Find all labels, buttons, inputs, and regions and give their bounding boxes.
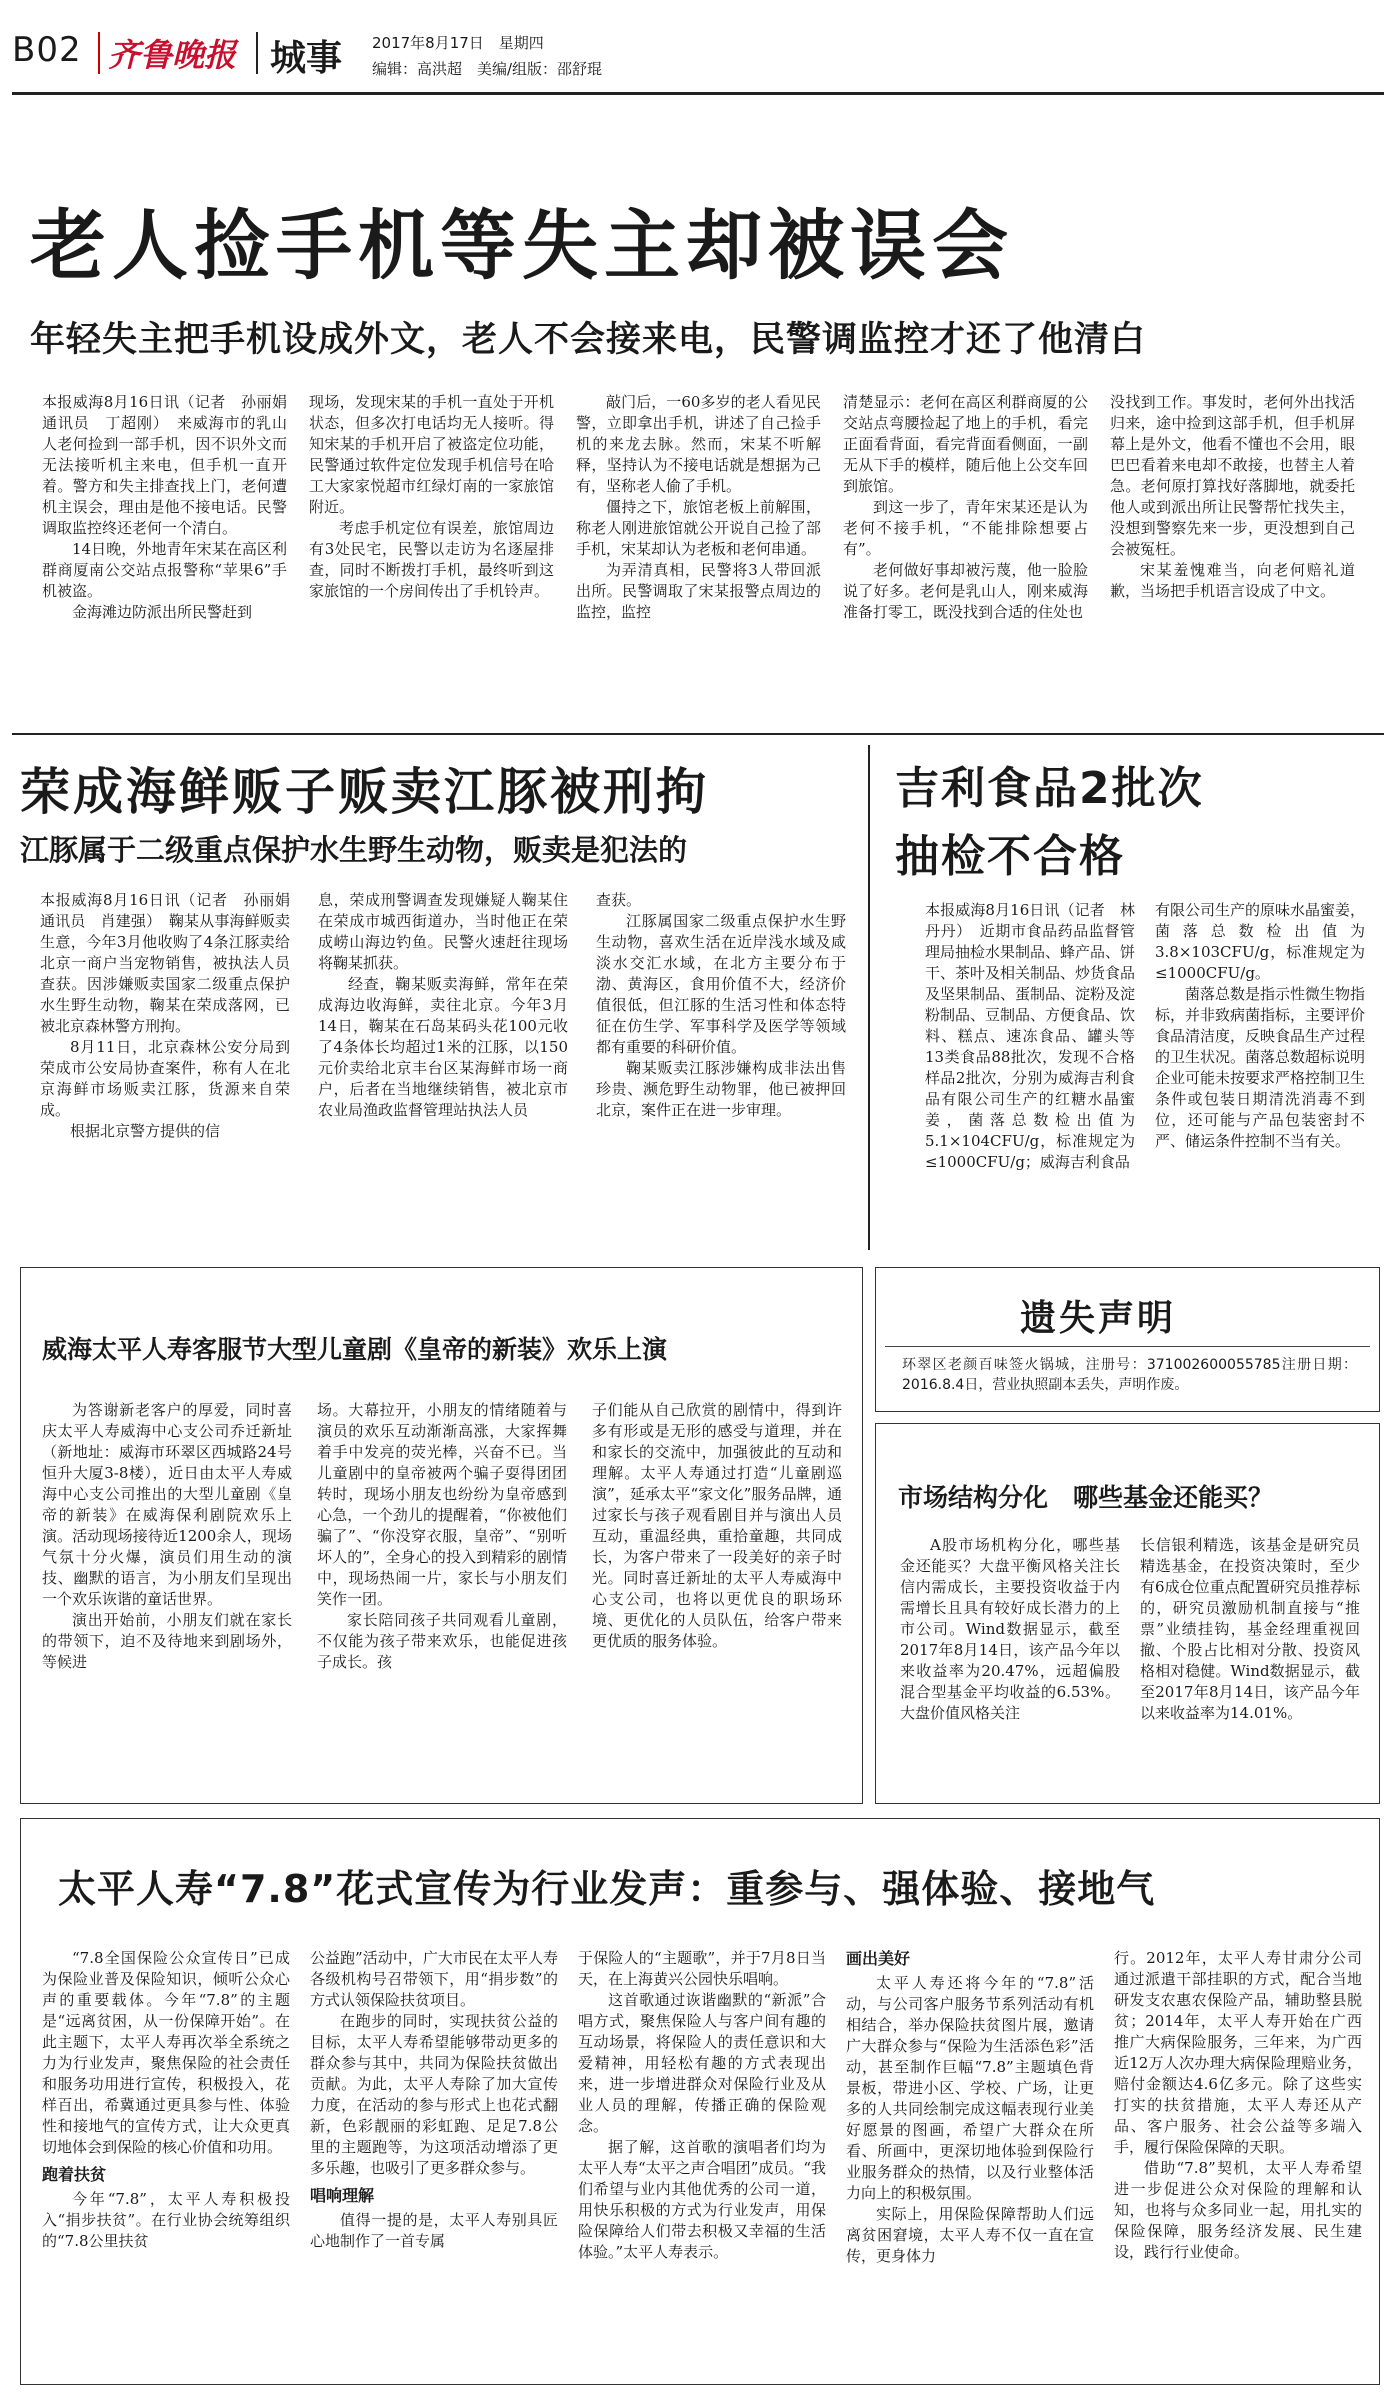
story3-para: 有限公司生产的原味水晶蜜姜，菌落总数检出值为3.8×103CFU/g，标准规定为≤1000CFU/g。 [1155,901,1366,982]
story5-col-2 [1140,1535,1360,1724]
story6-para: 今年“7.8”，太平人寿积极投入“捐步扶贫”。在行业协会统筹组织的“7.8公里扶贫 [42,2190,290,2250]
story1-col-1 [42,392,303,623]
story4-para: 场。大幕拉开，小朋友的情绪随着与演员的欢乐互动渐渐高涨，大家挥舞着手中发亮的荧光棒，兴奋不已。当儿童剧中的皇帝被两个骗子耍得团团转时，现场小朋友也纷纷为皇帝感到心急，一个劲儿的提醒着，“你被他们骗了”、“你没穿衣服，皇帝”、“别听坏人的”，全身心的投入到精彩的剧情中，现场热闹一片，家长与小朋友们笑作一团。 [317,1401,567,1608]
story5-body [900,1535,1370,1797]
story2-para: 鞠某贩卖江豚涉嫌构成非法出售珍贵、濒危野生动物罪，他已被押回北京，案件正在进一步审理。 [596,1059,846,1119]
story1-para: 现场，发现宋某的手机一直处于开机状态，但多次打电话均无人接听。得知宋某的手机开启了被盗定位功能，民警通过软件定位发现手机信号在哈工大家家悦超市红绿灯南的一家旅馆附近。 [309,393,554,516]
issue-date: 2017年8月17日 星期四 [372,34,544,52]
section-rule [12,733,1384,735]
story1-para: 敲门后，一60多岁的老人看见民警，立即拿出手机，讲述了自己捡手机的来龙去脉。然而，宋某不听解释，坚持认为不接电话就是想据为己有，坚称老人偷了手机。 [576,393,821,495]
story1-para: 宋某羞愧难当，向老何赔礼道歉，当场把手机语言设成了中文。 [1110,561,1355,600]
page-number: B02 [12,30,82,70]
story3-col-1 [925,900,1135,1173]
story2-para: 江豚属国家二级重点保护水生野生动物，喜欢生活在近岸浅水域及咸淡水交汇水域，在北方主要分布于渤、黄海区，食用价值不大，经济价值很低，但江豚的生活习性和体态特征在仿生学、军事科学及医学等领域都有重要的科研价值。 [596,912,846,1056]
story1-col-5 [1110,392,1355,602]
notice-headline: 遗失声明 [1020,1298,1177,1339]
story2-para: 根据北京警方提供的信 [70,1122,221,1140]
story1-para: 为弄清真相，民警将3人带回派出所。民警调取了宋某报警点周边的监控，监控 [576,561,821,621]
story6-col-2 [310,1948,558,2252]
story1-body [42,392,1372,722]
editors-credit: 编辑：高洪超 美编/组版：邵舒琨 [372,60,603,78]
story1-col-4 [843,392,1088,623]
story1-col-2 [309,392,554,602]
story6-section-heading: 跑着扶贫 [42,2165,107,2184]
story4-para: 为答谢新老客户的厚爱，同时喜庆太平人寿威海中心支公司乔迁新址（新地址：威海市环翠区西城路24号恒升大厦3-8楼），近日由太平人寿威海中心支公司推出的大型儿童剧《皇帝的新装》在威海保利剧院欢乐上演。活动现场接待近1200余人，现场气氛十分火爆，演员们用生动的演技、幽默的语言，为小朋友们呈现出一个欢乐诙谐的童话世界。 [42,1401,292,1608]
story3-col-2 [1155,900,1365,1152]
story1-para: 清楚显示：老何在高区利群商厦的公交站点弯腰捡起了地上的手机，看完正面看背面，看完背面看侧面，一副无从下手的模样，随后他上公交车回到旅馆。 [843,393,1088,495]
story2-headline: 荣成海鲜贩子贩卖江豚被刑拘 [20,763,709,821]
masthead [0,0,1395,95]
story1-para: 老何做好事却被污蔑，他一脸脸说了好多。老何是乳山人，刚来威海准备打零工，既没找到合适的住处也 [843,561,1088,621]
story4-col-1 [42,1400,292,1673]
notice-text: 环翠区老颜百味签火锅城，注册号：371002600055785注册日期：2016.8.4日，营业执照副本丢失，声明作废。 [902,1357,1357,1393]
story4-col-3 [592,1400,842,1652]
story6-para: 借助“7.8”契机，太平人寿希望进一步促进公众对保险的理解和认知，也将与众多同业一起，用扎实的保险保障，服务经济发展、民生建设，践行行业使命。 [1114,2159,1362,2261]
story6-para: 于保险人的“主题歌”，并于7月8日当天，在上海黄兴公园快乐唱响。 [578,1949,826,1988]
story4-para: 子们能从自己欣赏的剧情中，得到许多有形或是无形的感受与道理，并在和家长的交流中，加强彼此的互动和理解。太平人寿通过打造“儿童剧巡演”，延承太平“家文化”服务品牌，通过家长与孩子观看剧目并与演出人员互动，重温经典，重拾童趣，共同成长，为客户带来了一段美好的亲子时光。同时喜迁新址的太平人寿威海中心支公司，也将以更优良的职场环境、更优化的人员队伍，给客户带来更优质的服务体验。 [592,1401,842,1650]
masthead-divider [98,32,100,74]
story6-para: 实际上，用保险保障帮助人们远离贫困窘境，太平人寿不仅一直在宣传，更身体力 [846,2205,1094,2265]
story1-para: 到这一步了，青年宋某还是认为老何不接手机，“不能排除想要占有”。 [843,498,1088,558]
story1-col-3 [576,392,821,623]
story3-body [925,900,1375,1250]
story6-para: 行。2012年，太平人寿甘肃分公司通过派遣干部挂职的方式，配合当地研发支农惠农保险产品，辅助整县脱贫；2014年，太平人寿开始在广西推广大病保险服务，三年来，为广西近12万人次办理大病保险理赔业务，赔付金额达4.6亿多元。除了这些实打实的扶贫措施，太平人寿还从产品、客户服务、社会公益等多端入手，履行保险保障的天职。 [1114,1949,1362,2156]
story4-para: 家长陪同孩子共同观看儿童剧，不仅能为孩子带来欢乐，也能促进孩子成长。孩 [317,1611,567,1671]
story5-col-1 [900,1535,1120,1724]
column-divider [868,745,870,1250]
story6-body [42,1948,1367,2378]
story1-subhead: 年轻失主把手机设成外文，老人不会接来电，民警调监控才还了他清白 [30,320,1147,360]
section-name: 城事 [270,38,343,79]
story2-para: 息，荣成刑警调查发现嫌疑人鞠某住在荣成市城西街道办，当时他正在荣成崂山海边钓鱼。民警火速赶往现场将鞠某抓获。 [318,891,568,972]
story3-headline-line1: 吉利食品2批次 [895,763,1204,814]
story5-para: 长信银利精选，该基金是研究员精选基金，在投资决策时，至少有6成仓位重点配置研究员推荐标的，研究员激励机制直接与“推票”业绩挂钩，基金经理重视回撤、个股占比相对分散、投资风格相对稳健。Wind数据显示，截至2017年8月14日，该产品今年以来收益率为14.01%。 [1140,1536,1360,1722]
story2-para: 经查，鞠某贩卖海鲜，常年在荣成海边收海鲜，卖往北京。今年3月14日，鞠某在石岛某码头花100元收了4条体长均超过1米的江豚，以150元价卖给北京丰台区某海鲜市场一商户，后者在当地继续销售，被北京市农业局渔政监督管理站执法人员 [318,975,568,1119]
story6-col-3 [578,1948,826,2263]
story6-section-heading: 画出美好 [846,1949,911,1968]
masthead-divider [256,32,258,74]
story6-para: 太平人寿还将今年的“7.8”活动，与公司客户服务节系列活动有机相结合，举办保险扶贫图片展，邀请广大群众参与“保险为生活添色彩”活动，甚至制作巨幅“7.8”主题填色背景板，带进小区、学校、广场，让更多的人共同绘制完成这幅表现行业美好愿景的图画，希望广大群众在所看、所画中，更深切地体验到保险行业服务群众的热情，以及行业整体活力向上的积极氛围。 [846,1974,1094,2202]
story6-col-4 [846,1948,1094,2267]
story2-para: 查获。 [596,891,642,909]
story6-para: 值得一提的是，太平人寿别具匠心地制作了一首专属 [310,2211,558,2250]
story3-headline-line2: 抽检不合格 [895,831,1125,882]
story5-para: A股市场机构分化，哪些基金还能买？大盘平衡风格关注长信内需成长，主要投资收益于内需增长且具有较好成长潜力的上市公司。Wind数据显示，截至2017年8月14日，该产品今年以来收益率为20.47%，远超偏股混合型基金平均收益的6.53%。大盘价值风格关注 [900,1536,1120,1722]
story4-headline: 威海太平人寿客服节大型儿童剧《皇帝的新装》欢乐上演 [42,1335,668,1364]
story4-col-2 [317,1400,567,1673]
story3-para: 本报威海8月16日讯（记者 林丹丹） 近期市食品药品监督管理局抽检水果制品、蜂产品、饼干、茶叶及相关制品、炒货食品及坚果制品、蛋制品、淀粉及淀粉制品、豆制品、方便食品、饮料、糕点、速冻食品、罐头等13类食品88批次，发现不合格样品2批次，分别为威海吉利食品有限公司生产的红糖水晶蜜姜，菌落总数检出值为5.1×104CFU/g，标准规定为≤1000CFU/g；威海吉利食品 [925,901,1136,1171]
masthead-rule [12,92,1384,95]
story1-para: 14日晚，外地青年宋某在高区利群商厦南公交站点报警称“苹果6”手机被盗。 [42,540,287,600]
paper-logo: 齐鲁晚报 [108,36,237,74]
story1-para: 考虑手机定位有误差，旅馆周边有3处民宅，民警以走访为名逐屋排查，同时不断拨打手机，最终听到这家旅馆的一个房间传出了手机铃声。 [309,519,554,600]
story6-para: 这首歌通过诙谐幽默的“新派”合唱方式，聚焦保险人与客户间有趣的互动场景，将保险人的责任意识和大爱精神，用轻松有趣的方式表现出来，进一步增进群众对保险行业及从业人员的理解，传播正确的保险观念。 [578,1991,826,2135]
story2-col-3 [596,890,846,1121]
story1-para: 没找到工作。事发时，老何外出找活归来，途中捡到这部手机，但手机屏幕上是外文，他看不懂也不会用，眼巴巴看着来电却不敢接，也替主人着急。老何原打算找好落脚地，就委托他人或到派出所让民警帮忙找失主，没想到警察先来一步，更没想到自己会被冤枉。 [1110,393,1355,558]
story6-section-heading: 唱响理解 [310,2186,375,2205]
story2-para: 本报威海8月16日讯（记者 孙丽娟 通讯员 肖建强） 鞠某从事海鲜贩卖生意，今年3月他收购了4条江豚卖给北京一商户当宠物销售，被执法人员查获。因涉嫌贩卖国家二级重点保护水生野生动物，鞠某在荣成落网，已被北京森林警方刑拘。 [40,891,306,1035]
story6-col-1 [42,1948,290,2252]
story2-subhead: 江豚属于二级重点保护水生野生动物，贩卖是犯法的 [20,833,688,867]
story5-headline: 市场结构分化 哪些基金还能买？ [898,1483,1274,1512]
story2-body [40,890,850,1250]
story6-col-5 [1114,1948,1362,2263]
story1-headline: 老人捡手机等失主却被误会 [30,201,1014,290]
story3-para: 菌落总数是指示性微生物指标，并非致病菌指标，主要评价食品清洁度，反映食品生产过程的卫生状况。菌落总数超标说明企业可能未按要求严格控制卫生条件或包装日期清洗消毒不到位，还可能与产品包装密封不严、储运条件控制不当有关。 [1155,985,1366,1150]
story6-para: 据了解，这首歌的演唱者们均为太平人寿“太平之声合唱团”成员。“我们希望与业内其他优秀的公司一道，用快乐积极的方式为行业发声，用保险保障给人们带去积极又幸福的生活体验。”太平人寿表示。 [578,2138,827,2261]
story4-body [42,1400,847,1795]
story1-para: 僵持之下，旅馆老板上前解围，称老人刚进旅馆就公开说自己捡了部手机，宋某却认为老板和老何串通。 [576,498,821,558]
story6-headline: 太平人寿“7.8”花式宣传为行业发声：重参与、强体验、接地气 [58,1867,1156,1911]
story2-col-2 [318,890,568,1121]
story2-col-1 [40,890,306,1142]
notice-rule [885,1346,1370,1347]
story1-para: 本报威海8月16日讯（记者 孙丽娟 通讯员 丁超刚） 来威海市的乳山人老何捡到一部手机，因不识外文而无法接听机主来电，但手机一直开着。警方和失主排查找上门，老何遭机主误会，理由是他不接电话。民警调取监控终还老何一个清白。 [42,393,303,537]
story6-para: 公益跑”活动中，广大市民在太平人寿各级机构号召带领下，用“捐步数”的方式认领保险扶贫项目。 [310,1949,558,2009]
story2-para: 8月11日，北京森林公安分局到荣成市公安局协查案件，称有人在北京海鲜市场贩卖江豚，货源来自荣成。 [40,1038,290,1119]
story6-para: “7.8全国保险公众宣传日”已成为保险业普及保险知识，倾听公众心声的重要载体。今年“7.8”的主题是“远离贫困，从一份保障开始”。在此主题下，太平人寿再次举全系统之力为行业发声，聚焦保险的社会责任和服务功用进行宣传，积极投入，花样百出，希冀通过更具参与性、体验性和接地气的宣传方式，让大众更真切地体会到保险的核心价值和功用。 [42,1949,290,2156]
story6-para: 在跑步的同时，实现扶贫公益的目标，太平人寿希望能够带动更多的群众参与其中，共同为保险扶贫做出贡献。为此，太平人寿除了加大宣传力度，在活动的参与形式上也花式翻新，色彩靓丽的彩虹跑、足足7.8公里的主题跑等，为这项活动增添了更多乐趣，也吸引了更多群众参与。 [310,2012,558,2177]
story4-para: 演出开始前，小朋友们就在家长的带领下，迫不及待地来到剧场外，等候进 [42,1611,292,1671]
story1-para: 金海滩边防派出所民警赶到 [72,603,253,621]
